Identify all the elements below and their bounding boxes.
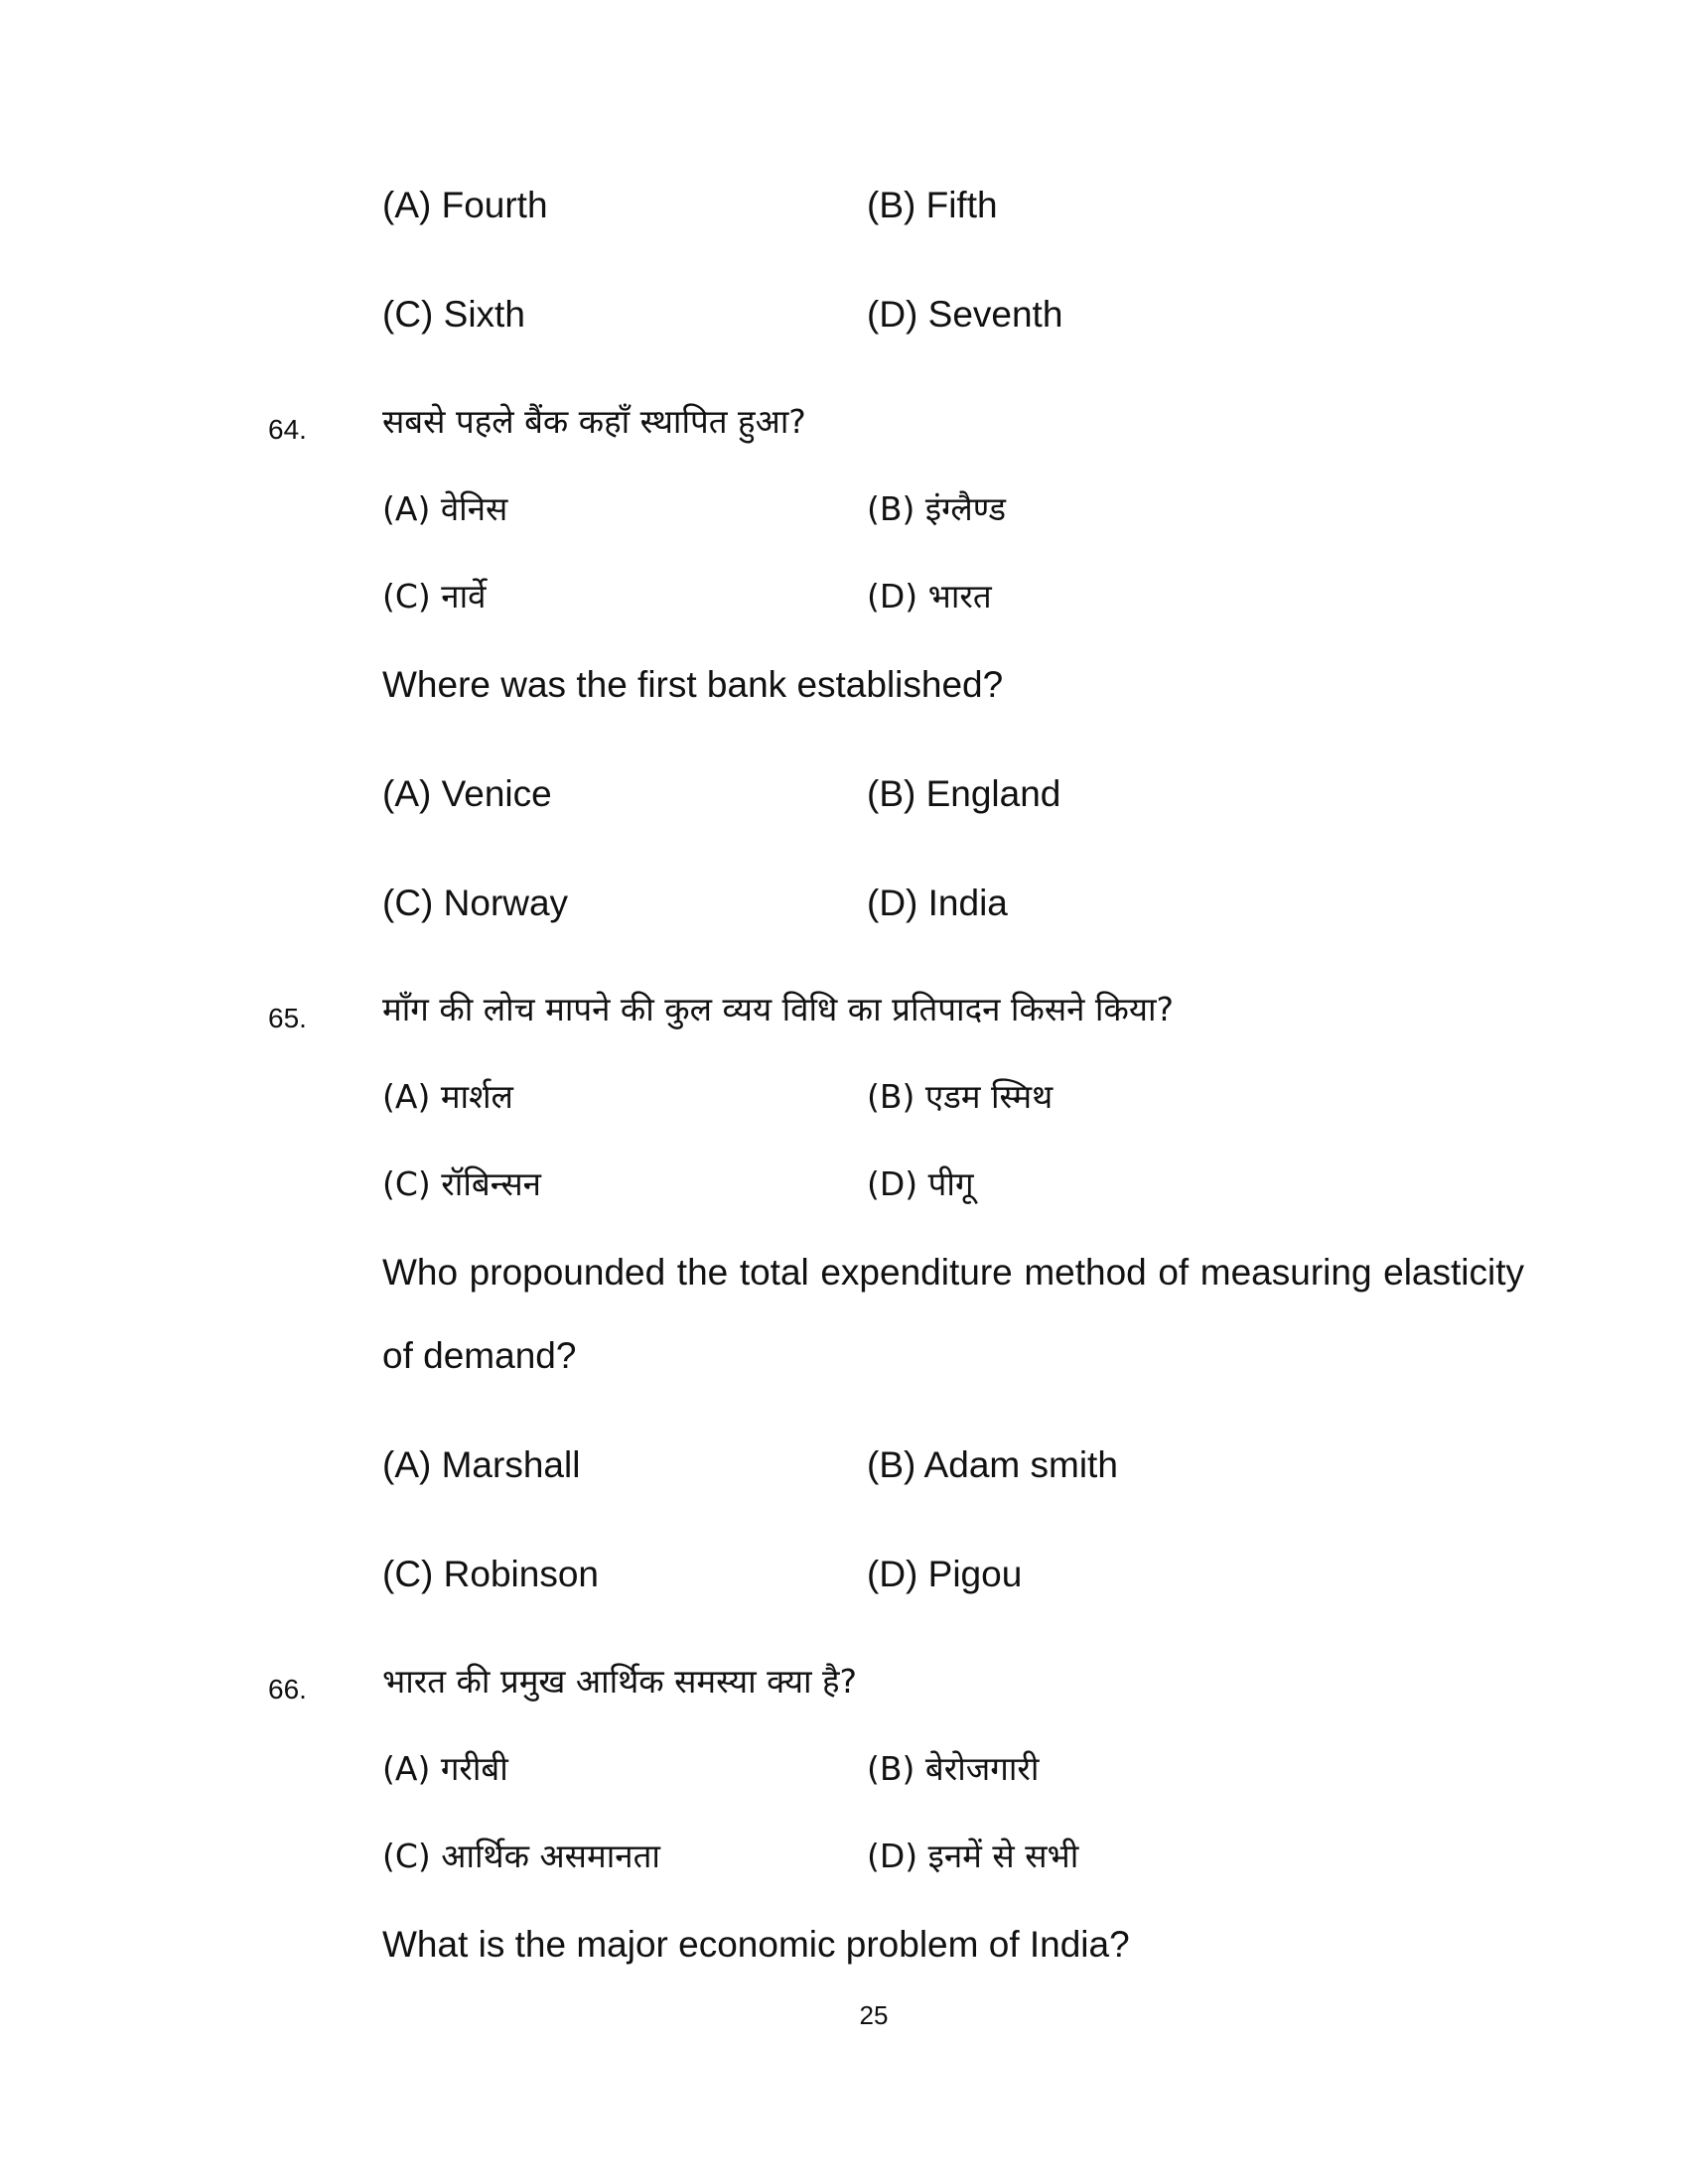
option-d: (D) Seventh — [867, 294, 1063, 335]
option-d: (D) Pigou — [867, 1554, 1023, 1594]
option-d-hindi: (D) भारत — [867, 577, 992, 615]
option-c-hindi: (C) रॉबिन्सन — [382, 1164, 541, 1203]
option-a: (A) Venice — [382, 773, 552, 814]
option-b-hindi: (B) इंग्लैण्ड — [867, 489, 1007, 528]
option-b: (B) Fifth — [867, 185, 998, 225]
question-number: 66. — [268, 1674, 307, 1705]
option-c-hindi: (C) आर्थिक असमानता — [382, 1837, 660, 1875]
option-d-hindi: (D) इनमें से सभी — [867, 1837, 1079, 1875]
question-text-english: Who propounded the total expenditure method of measuring elasticity — [382, 1252, 1524, 1293]
option-a-hindi: (A) गरीबी — [382, 1749, 508, 1788]
option-d-hindi: (D) पीगू — [867, 1164, 974, 1203]
option-a-hindi: (A) वेनिस — [382, 489, 508, 528]
question-text-english-continued: of demand? — [382, 1335, 577, 1376]
option-b-hindi: (B) एडम स्मिथ — [867, 1077, 1054, 1116]
question-number: 65. — [268, 1003, 307, 1033]
option-b: (B) England — [867, 773, 1061, 814]
question-text-english: Where was the first bank established? — [382, 664, 1004, 705]
question-text-english: What is the major economic problem of India? — [382, 1924, 1130, 1965]
option-c: (C) Sixth — [382, 294, 525, 335]
option-a: (A) Fourth — [382, 185, 548, 225]
question-text-hindi: सबसे पहले बैंक कहाँ स्थापित हुआ? — [382, 402, 806, 441]
page-number: 25 — [859, 2000, 889, 2030]
option-c: (C) Norway — [382, 883, 569, 923]
option-b: (B) Adam smith — [867, 1444, 1118, 1485]
option-a: (A) Marshall — [382, 1444, 581, 1485]
option-b-hindi: (B) बेरोजगारी — [867, 1749, 1040, 1788]
option-c: (C) Robinson — [382, 1554, 599, 1594]
option-c-hindi: (C) नार्वे — [382, 577, 487, 615]
question-text-hindi: माँग की लोच मापने की कुल व्यय विधि का प्रतिपादन किसने किया? — [382, 990, 1175, 1028]
option-a-hindi: (A) मार्शल — [382, 1077, 513, 1116]
question-number: 64. — [268, 414, 307, 445]
option-d: (D) India — [867, 883, 1008, 923]
question-text-hindi: भारत की प्रमुख आर्थिक समस्या क्या है? — [382, 1662, 858, 1701]
